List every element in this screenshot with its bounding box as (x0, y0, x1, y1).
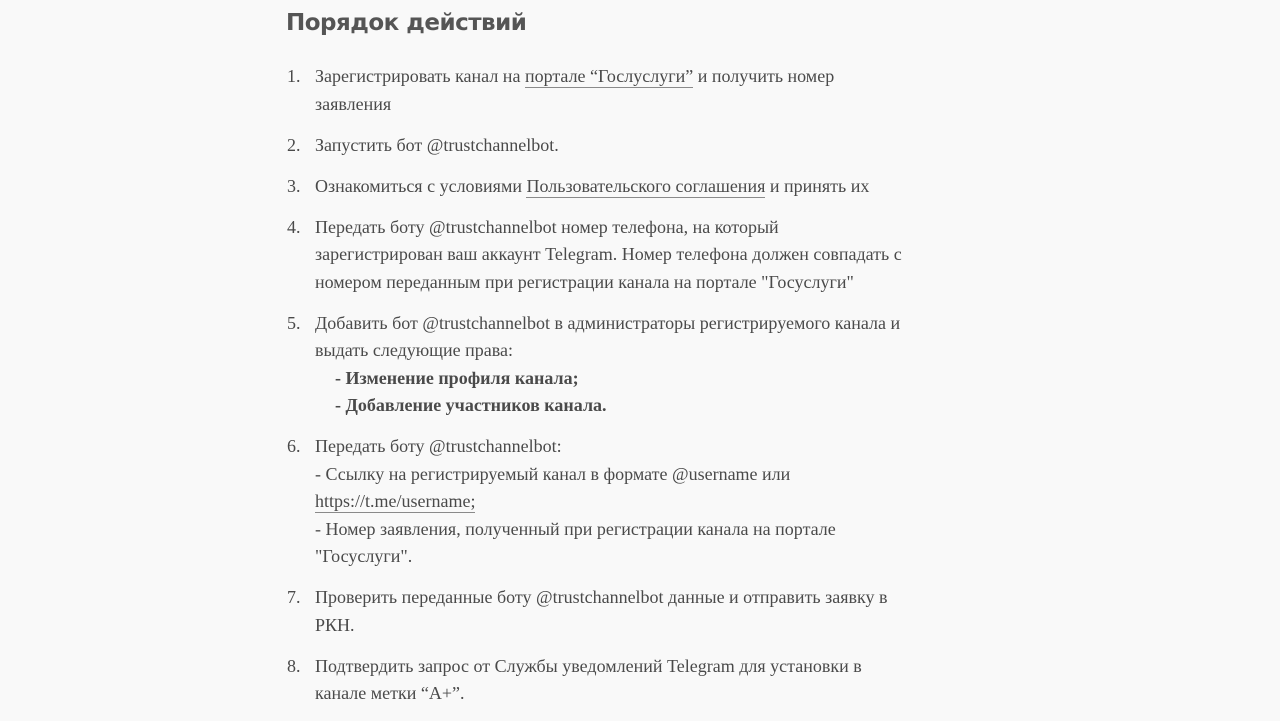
steps-list (286, 63, 986, 721)
list-item-step-6 (286, 433, 986, 571)
step-number: 1. (287, 66, 301, 86)
right-add-members: - Добавление участников канала. (335, 395, 607, 415)
step-text-line: - Номер заявления, полученный при регистрации канала на портале (315, 518, 836, 539)
step-number: 2. (287, 134, 301, 155)
step-text-line: Передать боту @trustchannelbot: (315, 436, 562, 456)
step-number: 3. (287, 175, 301, 196)
step-text-line: - Ссылку на регистрируемый канал в формате @username или (315, 463, 791, 484)
step-text-line: канале метки “A+”. (315, 683, 465, 703)
list-item-step-8 (286, 653, 986, 708)
step-text-line: зарегистрирован ваш аккаунт Telegram. Номер телефона должен совпадать с (315, 244, 902, 264)
text: и получить номер (693, 66, 835, 86)
text: Зарегистрировать канал на (315, 66, 525, 86)
list-item-step-5 (286, 310, 986, 420)
step-text-line: Добавить бот @trustchannelbot в администраторы регистрируемого канала и (315, 312, 901, 333)
tme-username-link[interactable]: https://t.me/username; (315, 491, 476, 511)
step-text-line: "Госуслуги". (315, 546, 413, 566)
step-number: 8. (287, 655, 301, 676)
step-text-line (315, 488, 986, 516)
step-number: 7. (287, 587, 301, 607)
step-text-line: заявления (315, 93, 392, 114)
right-edit-profile: - Изменение профиля канала; (335, 367, 579, 388)
step-number: 4. (287, 216, 301, 237)
page-title: Порядок действий (286, 10, 527, 36)
gosuslugi-portal-link[interactable]: портале “Гослуслуги” (524, 66, 694, 86)
step-text-line: Проверить переданные боту @trustchannelbot данные и отправить заявку в (315, 587, 888, 607)
step-text-line (315, 173, 986, 201)
step-text-line: РКН. (315, 614, 355, 635)
list-item-step-2 (286, 132, 986, 160)
list-item-step-7 (286, 584, 986, 639)
list-item-step-1 (286, 63, 986, 118)
text: Ознакомиться с условиями (315, 175, 527, 196)
step-text-line (315, 63, 986, 91)
step-text-line: Запустить бот @trustchannelbot. (315, 134, 559, 155)
step-text-line: выдать следующие права: (315, 340, 514, 360)
step-text-line: номером переданным при регистрации канала на портале "Госуслуги" (315, 271, 854, 292)
step-number: 5. (287, 312, 301, 333)
list-item-step-4 (286, 214, 986, 297)
text: и принять их (765, 175, 870, 196)
step-text-line: Передать боту @trustchannelbot номер телефона, на который (315, 216, 779, 237)
list-item-step-3 (286, 173, 986, 201)
step-text-line: Подтвердить запрос от Службы уведомлений Telegram для установки в (315, 655, 862, 676)
user-agreement-link[interactable]: Пользовательского соглашения (526, 175, 766, 196)
step-number: 6. (287, 436, 301, 456)
